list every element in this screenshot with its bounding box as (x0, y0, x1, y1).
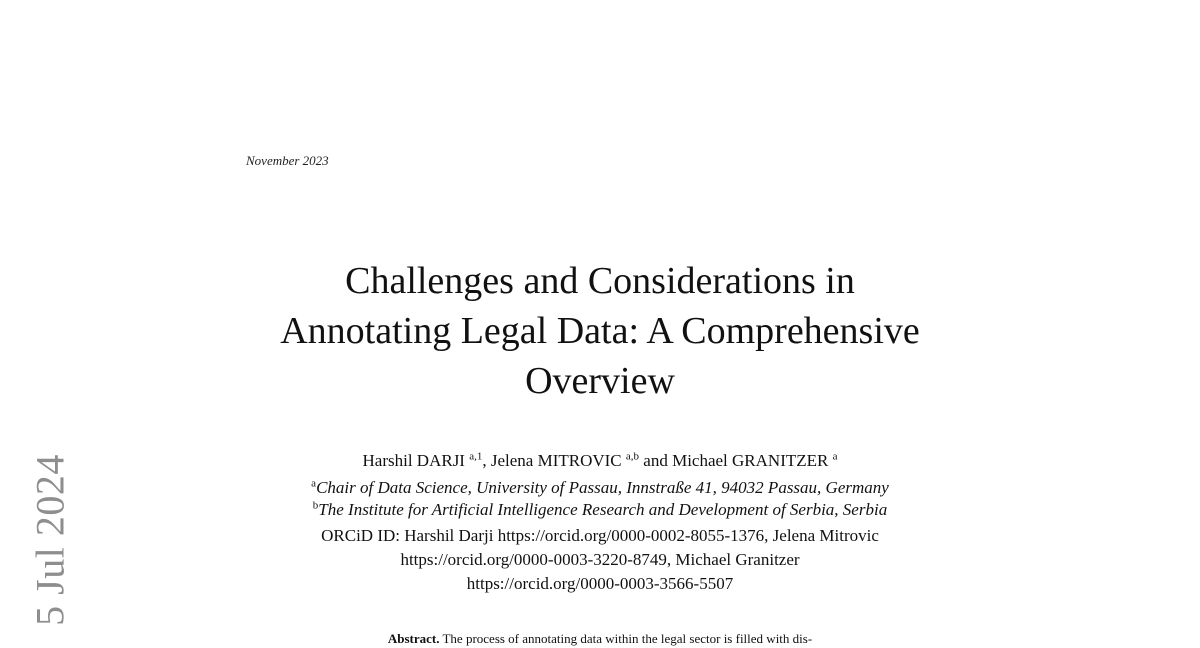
author-separator: , (482, 451, 487, 470)
arxiv-date-stamp: 5 Jul 2024 (27, 454, 73, 626)
author-affiliation-marker: a,1 (469, 450, 483, 463)
abstract-label: Abstract. (387, 631, 440, 646)
affiliation-b (200, 499, 1000, 521)
abstract-text: The process of annotating data within the legal sector is filled with dis- (442, 631, 813, 646)
affiliation-text: Chair of Data Science, University of Passau, Innstraße 41, 94032 Passau, Germany (316, 478, 889, 497)
paper-title (200, 256, 1000, 406)
orcid-block (200, 524, 1000, 596)
author-affiliation-marker: a,b (625, 450, 640, 463)
orcid-line: https://orcid.org/0000-0003-3566-5507 (466, 574, 734, 593)
author-list (200, 450, 1000, 472)
author-conjunction: and (643, 451, 668, 470)
author-name: Jelena MITROVIC (490, 451, 622, 470)
author-affiliation-marker: a (832, 450, 838, 463)
title-line: Challenges and Considerations in (345, 260, 855, 302)
title-line: Annotating Legal Data: A Comprehensive (280, 310, 920, 352)
author-name: Michael GRANITZER (672, 451, 829, 470)
affiliation-a (200, 477, 1000, 499)
orcid-line: ORCiD ID: Harshil Darji https://orcid.org/0000-0002-8055-1376, Jelena Mitrovic (321, 526, 879, 545)
abstract (200, 630, 1000, 648)
orcid-line: https://orcid.org/0000-0003-3220-8749, Michael Granitzer (400, 550, 800, 569)
header-date: November 2023 (246, 153, 329, 168)
affiliation-text: The Institute for Artificial Intelligence Research and Development of Serbia, Serbia (318, 500, 888, 519)
affiliation-marker: b (312, 499, 319, 512)
author-name: Harshil DARJI (362, 451, 465, 470)
title-line: Overview (525, 360, 675, 402)
affiliation-marker: a (311, 477, 317, 490)
